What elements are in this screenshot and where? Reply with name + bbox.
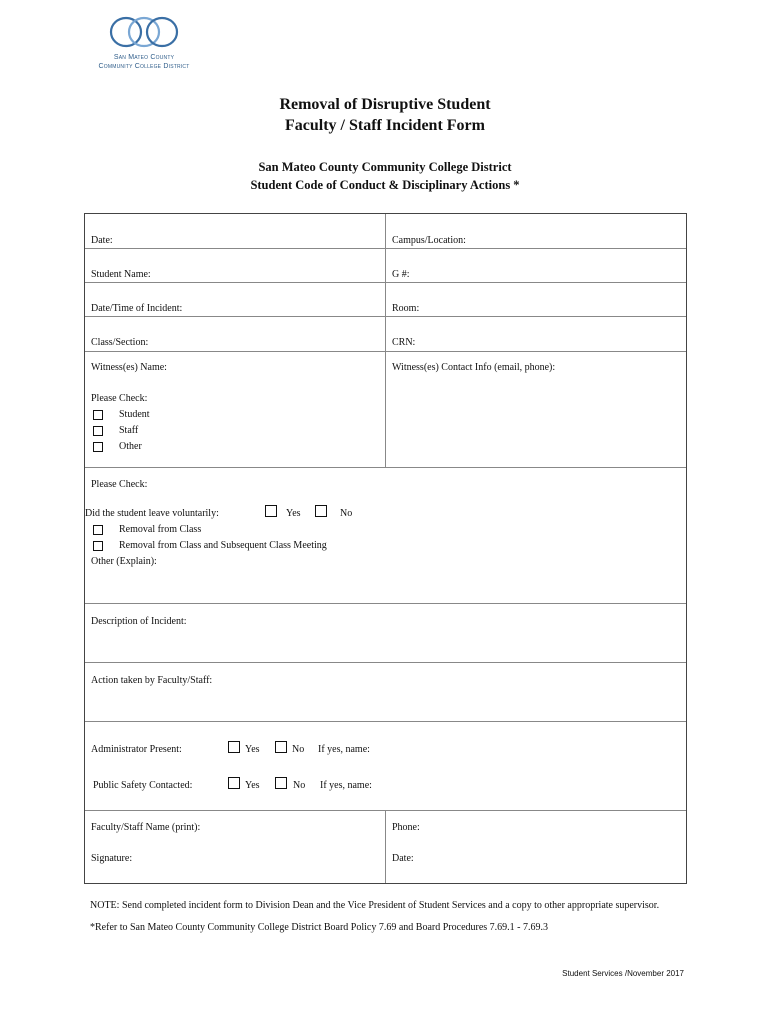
form-notes [90, 899, 680, 943]
other-explain-label[interactable]: Other (Explain): [91, 556, 157, 567]
removal-class-checkbox[interactable] [93, 525, 103, 535]
room-label[interactable]: Room: [392, 303, 420, 314]
leave-voluntarily-label: Did the student leave voluntarily: [85, 508, 219, 519]
safety-yes-checkbox[interactable] [228, 777, 240, 789]
g-number-label[interactable]: G #: [392, 269, 410, 280]
please-check-label-2: Please Check: [91, 479, 148, 490]
leave-no-label: No [340, 508, 353, 519]
admin-yes-checkbox[interactable] [228, 741, 240, 753]
campus-label[interactable]: Campus/Location: [392, 235, 466, 246]
witness-name-label[interactable]: Witness(es) Name: [91, 362, 167, 373]
refer-text: *Refer to San Mateo County Community College District Board Policy 7.69 and Board Procedures 7.69.1 - 7.69.3 [90, 922, 548, 933]
subtitle-line-1: San Mateo County Community College District [258, 160, 512, 174]
staff-checkbox[interactable] [93, 426, 103, 436]
admin-present-label: Administrator Present: [91, 744, 182, 755]
logo-text [92, 53, 196, 71]
signature-date-label[interactable]: Date: [392, 853, 414, 864]
incident-time-label[interactable]: Date/Time of Incident: [91, 303, 183, 314]
student-checkbox[interactable] [93, 410, 103, 420]
rings-logo-icon [106, 14, 182, 50]
safety-no-checkbox[interactable] [275, 777, 287, 789]
incident-form [84, 213, 687, 884]
row-divider [85, 467, 686, 468]
student-option-label: Student [119, 409, 150, 420]
page-title [0, 94, 770, 136]
admin-yes-label: Yes [245, 744, 260, 755]
date-label[interactable]: Date: [91, 235, 113, 246]
safety-yes-label: Yes [245, 780, 260, 791]
row-divider [85, 603, 686, 604]
witness-contact-label[interactable]: Witness(es) Contact Info (email, phone): [392, 362, 556, 373]
logo-line-1: San Mateo County [113, 54, 175, 61]
other-option-label: Other [119, 441, 142, 452]
column-divider [385, 810, 386, 883]
leave-yes-label: Yes [286, 508, 301, 519]
action-taken-label[interactable]: Action taken by Faculty/Staff: [91, 675, 213, 686]
student-name-label[interactable]: Student Name: [91, 269, 151, 280]
leave-yes-checkbox[interactable] [265, 505, 277, 517]
removal-class-label: Removal from Class [119, 524, 202, 535]
crn-label[interactable]: CRN: [392, 337, 416, 348]
footer-text: Student Services /November 2017 [562, 969, 684, 978]
phone-label[interactable]: Phone: [392, 822, 420, 833]
safety-if-yes-label[interactable]: If yes, name: [320, 780, 372, 791]
staff-option-label: Staff [119, 425, 139, 436]
other-checkbox[interactable] [93, 442, 103, 452]
signature-label[interactable]: Signature: [91, 853, 133, 864]
row-divider [85, 721, 686, 722]
admin-no-checkbox[interactable] [275, 741, 287, 753]
description-label[interactable]: Description of Incident: [91, 616, 187, 627]
title-line-1: Removal of Disruptive Student [279, 96, 491, 113]
column-divider [385, 214, 386, 467]
please-check-label: Please Check: [91, 393, 148, 404]
class-section-label[interactable]: Class/Section: [91, 337, 149, 348]
removal-subsequent-checkbox[interactable] [93, 541, 103, 551]
leave-no-checkbox[interactable] [315, 505, 327, 517]
subtitle-line-2: Student Code of Conduct & Disciplinary Actions * [250, 178, 520, 192]
row-divider [85, 662, 686, 663]
admin-no-label: No [292, 744, 305, 755]
faculty-name-label[interactable]: Faculty/Staff Name (print): [91, 822, 201, 833]
safety-no-label: No [293, 780, 306, 791]
logo-line-2: Community College District [98, 63, 190, 70]
page-subtitle [0, 158, 770, 194]
public-safety-label: Public Safety Contacted: [93, 780, 193, 791]
removal-subsequent-label: Removal from Class and Subsequent Class Meeting [119, 540, 327, 551]
district-logo [92, 14, 196, 74]
title-line-2: Faculty / Staff Incident Form [285, 117, 485, 134]
admin-if-yes-label[interactable]: If yes, name: [318, 744, 370, 755]
note-text: NOTE: Send completed incident form to Division Dean and the Vice President of Student Services and a copy to other appropriate supervisor. [90, 900, 660, 911]
